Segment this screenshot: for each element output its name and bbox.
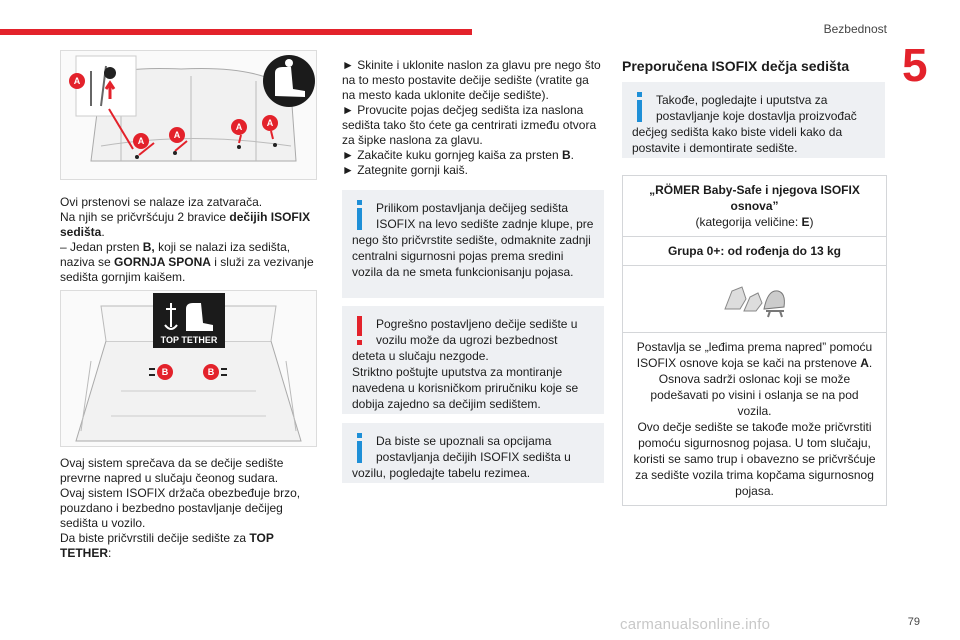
fig1-label-a: A	[137, 136, 145, 146]
tether-steps	[342, 58, 604, 178]
bold-span: B	[561, 148, 571, 162]
info-summary-text: Da biste se upoznali sa opcijama postavljanja dečijih ISOFIX sedišta u vozilu, pogledajte tabelu rezimea.	[352, 434, 571, 480]
text-span: ► Zakačite kuku gornjeg kaiša za prsten	[342, 148, 562, 162]
top-tether-figure	[60, 290, 317, 447]
info-left-seat-text: Prilikom postavljanja dečijeg sedišta ISOFIX na levo sedište zadnje klupe, pre nego što pričvrstite sedište, odmaknite zadnji centralni sigurnosni pojas prema sredini vozila da ne smeta funkcionisanju pojasa.	[352, 201, 594, 279]
system-description-text	[60, 456, 320, 561]
text-span: .	[570, 148, 574, 162]
bold-span: B,	[142, 240, 155, 254]
step-tighten: ► Zategnite gornji kaiš.	[342, 163, 468, 177]
fig1-label-a: A	[73, 76, 81, 86]
chapter-number: 5	[902, 39, 928, 91]
seat-model-title: „RÖMER Baby-Safe i njegova ISOFIX osnova”	[649, 183, 860, 213]
isofix-rings-figure	[60, 50, 317, 180]
warning-text-2: Striktno poštujte uputstva za montiranje navedena u korisničkom priručniku koje se dobija zajedno sa dečijim sedištem.	[352, 365, 579, 411]
seat-desc-3: Ovo dečje sedište se takođe može pričvrstiti pomoću sigurnosnog pojasa. U tom slučaju, koristi se samo trup i obavezno se pričvršćuje za sedište vozila trima kopčama sigurnosnog pojasa.	[633, 420, 876, 498]
rings-location-text	[60, 195, 320, 285]
bold-span: TOP TETHER	[60, 531, 274, 560]
fig1-label-a: A	[266, 118, 274, 128]
step-hook-ring	[342, 148, 604, 163]
para-rings-behind: Ovi prstenovi se nalaze iza zatvarača.	[60, 195, 263, 209]
fig1-label-a: A	[235, 122, 243, 132]
text-span: .	[101, 225, 105, 239]
para-isofix-system: Ovaj sistem ISOFIX držača obezbeđuje brzo, pouzdano i bezbedno postavljanje dečijeg sedišta u vozilo.	[60, 486, 301, 530]
text-span: i služi za vezivanje sedišta gornjim kaišem.	[60, 255, 314, 284]
fig1-label-a: A	[173, 130, 181, 140]
recommended-seats-heading: Preporučena ISOFIX dečja sedišta	[622, 58, 850, 74]
warning-text-1: Pogrešno postavljeno dečije sedište u vozilu može da ugrozi bezbednost deteta u slučaju nezgode.	[352, 317, 578, 363]
text-span: – Jedan prsten	[60, 240, 143, 254]
section-title: Bezbednost	[823, 22, 887, 36]
watermark: carmanualsonline.info	[620, 616, 771, 633]
seat-category	[633, 214, 876, 230]
text-span: koji se nalazi iza sedišta, naziva se	[60, 240, 291, 269]
para-attach-tether	[60, 531, 320, 561]
bold-span: GORNJA SPONA	[114, 255, 211, 269]
seat-image-row	[623, 266, 886, 333]
info-icon	[632, 92, 648, 122]
bold-span: E	[801, 215, 810, 229]
text-span: Da biste pričvrstili dečije sedište za	[60, 531, 250, 545]
text-span: :	[108, 546, 112, 560]
step-route-strap: ► Provucite pojas dečjeg sedišta iza naslona sedišta tako što ćete ga centrirati između otvora za šipke naslona za glavu.	[342, 103, 597, 147]
info-box-manufacturer	[622, 82, 885, 158]
text-span: )	[809, 215, 814, 229]
step-remove-headrest: ► Skinite i uklonite naslon za glavu pre nego što na to mesto postavite dečije sedište (vratite ga na mesto kada uklonite dečije sedište).	[342, 58, 601, 102]
para-top-tether	[60, 240, 320, 285]
fig2-label-b: B	[161, 367, 169, 377]
text-span: (kategorija veličine:	[695, 215, 802, 229]
info-manufacturer-text: Takođe, pogledajte i uputstva za postavljanje koje dostavlja proizvođač dečjeg sedišta kako biste videli kako da postavite i demontirate sedište.	[632, 93, 857, 155]
bold-span: dečijih ISOFIX sedišta	[60, 210, 311, 239]
info-icon	[352, 200, 368, 230]
info-box-summary-table	[342, 423, 604, 483]
warning-box	[342, 306, 604, 414]
info-icon	[352, 433, 368, 463]
text-span: Na njih se pričvršćuju 2 bravice	[60, 210, 230, 224]
info-box-left-seat	[342, 190, 604, 298]
seat-desc-1	[633, 339, 876, 371]
top-tether-badge: TOP TETHER	[160, 335, 218, 345]
baby-seat-image	[720, 279, 790, 319]
para-prevent-tip: Ovaj sistem sprečava da se dečije sedište prevrne napred u slučaju čeonog sudara.	[60, 456, 284, 485]
seat-group-row: Grupa 0+: od rođenja do 13 kg	[623, 237, 886, 266]
table-title-row	[623, 176, 886, 237]
recommended-seat-table	[622, 175, 887, 506]
seat-desc-2: Osnova sadrži oslonac koji se može podešavati po visini i oslanja se na pod vozila.	[650, 372, 859, 418]
warning-icon	[352, 316, 368, 346]
bold-span: A	[860, 356, 869, 370]
seat-description-row	[623, 333, 886, 505]
fig2-label-b: B	[207, 367, 215, 377]
text-span: Postavlja se „leđima prema napred” pomoću ISOFIX osnove koja se kači na prstenove	[636, 340, 873, 370]
header-accent-bar	[0, 29, 472, 35]
text-span: .	[868, 356, 873, 370]
para-isofix-attach	[60, 210, 320, 240]
page-number: 79	[907, 616, 920, 628]
